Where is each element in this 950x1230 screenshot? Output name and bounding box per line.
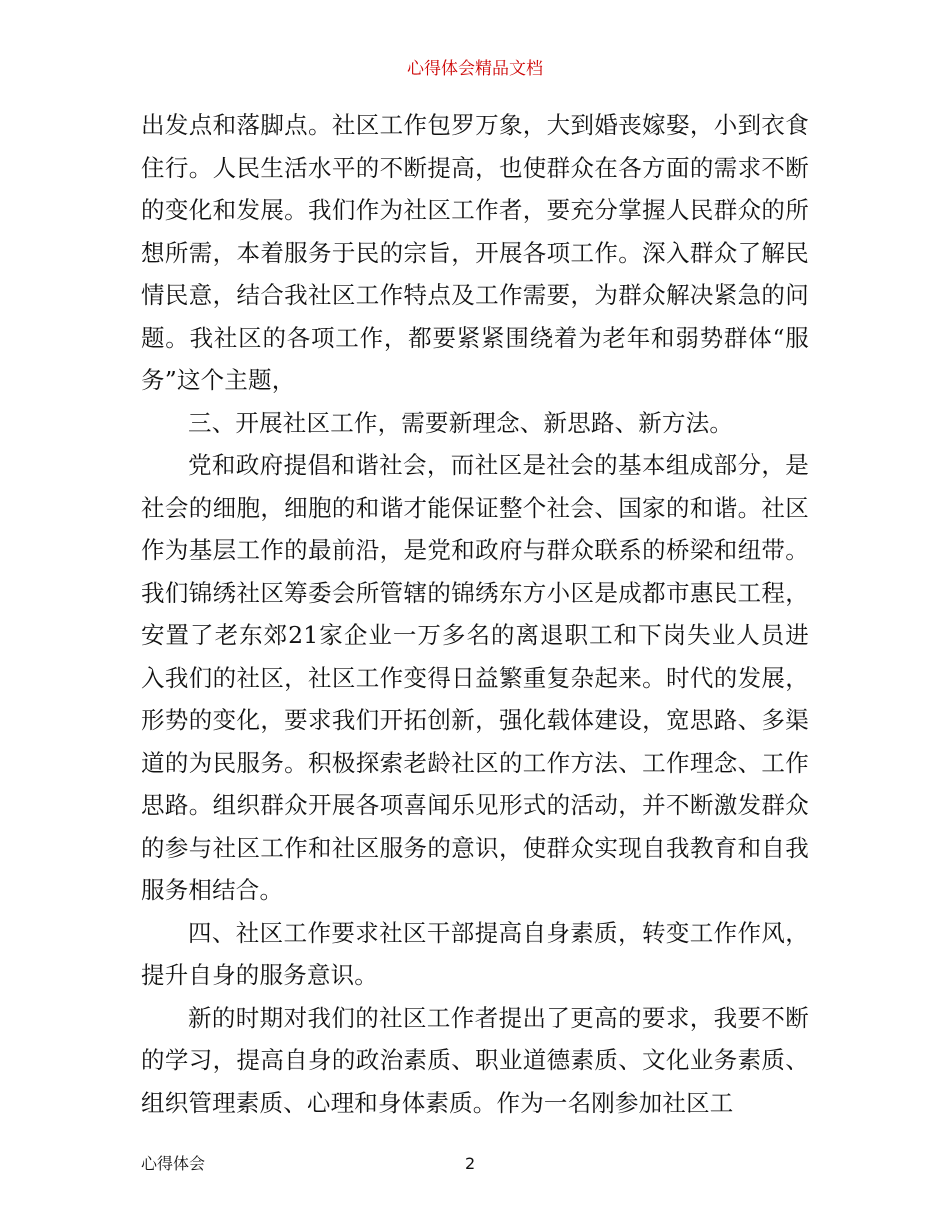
page-number: 2 (465, 1154, 476, 1173)
page-header: 心得体会精品文档 (407, 59, 543, 79)
paragraph-2: 党和政府提倡和谐社会，而社区是社会的基本组成部分，是社会的细胞，细胞的和谐才能保证整个社会、国家的和谐。社区作为基层工作的最前沿，是党和政府与群众联系的桥梁和纽带。我们锦绣社区筹委会所管辖的锦绣东方小区是成都市惠民工程，安置了老东郊21家企业一万多名的离退职工和下岗失业人员进入我们的社区，社区工作变得日益繁重复杂起来。时代的发展，形势的变化，要求我们开拓创新，强化载体建设，宽思路、多渠道的为民服务。积极探索老龄社区的工作方法、工作理念、工作思路。组织群众开展各项喜闻乐见形式的活动，并不断激发群众的参与社区工作和社区服务的意识，使群众实现自我教育和自我服务相结合。 (141, 451, 809, 904)
section-heading-3: 三、开展社区工作，需要新理念、新思路、新方法。 (188, 408, 734, 437)
page-footer (141, 1153, 809, 1175)
document-body (141, 104, 809, 1124)
paragraph-3: 新的时期对我们的社区工作者提出了更高的要求，我要不断的学习，提高自身的政治素质、职业道德素质、文化业务素质、组织管理素质、心理和身体素质。作为一名刚参加社区工 (141, 1003, 809, 1117)
footer-label: 心得体会 (141, 1154, 206, 1173)
section-heading-4: 四、社区工作要求社区干部提高自身素质，转变工作作风，提升自身的服务意识。 (141, 918, 809, 989)
paragraph-1: 出发点和落脚点。社区工作包罗万象，大到婚丧嫁娶，小到衣食住行。人民生活水平的不断提高，也使群众在各方面的需求不断的变化和发展。我们作为社区工作者，要充分掌握人民群众的所想所需，本着服务于民的宗旨，开展各项工作。深入群众了解民情民意，结合我社区工作特点及工作需要，为群众解决紧急的问题。我社区的各项工作，都要紧紧围绕着为老年和弱势群体“服务”这个主题， (141, 111, 809, 394)
